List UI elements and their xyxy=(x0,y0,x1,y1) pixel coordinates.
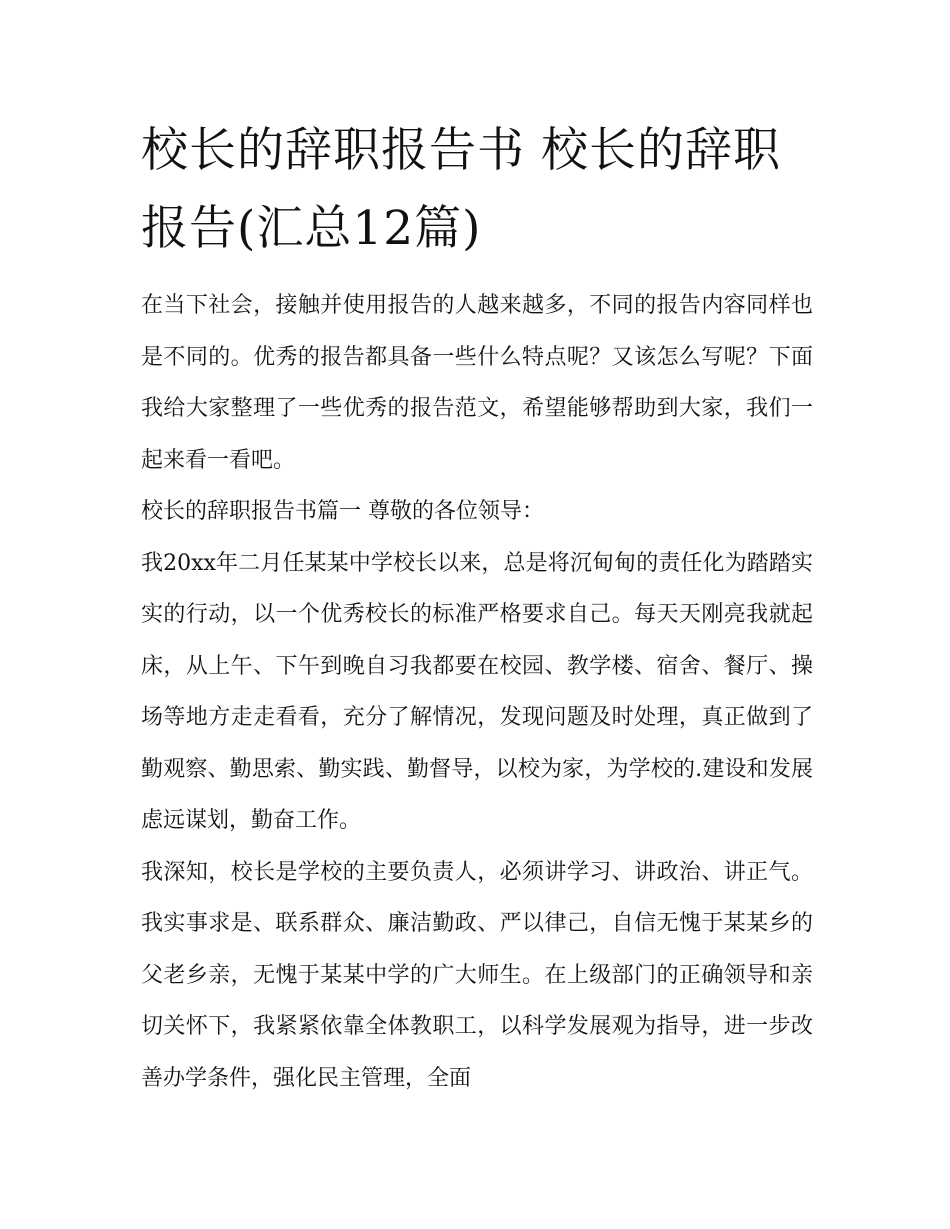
body-paragraph: 我深知，校长是学校的主要负责人，必须讲学习、讲政治、讲正气。我实事求是、联系群众、廉洁勤政、严以律己，自信无愧于某某乡的父老乡亲，无愧于某某中学的广大师生。在上级部门的正确领导和亲切关怀下，我紧紧依靠全体教职工，以科学发展观为指导，进一步改善办学条件，强化民主管理，全面 xyxy=(141,859,813,1091)
document-title: 校长的辞职报告书 校长的辞职报告(汇总12篇) xyxy=(141,123,781,256)
section-heading-paragraph: 校长的辞职报告书篇一 尊敬的各位领导： xyxy=(141,499,544,524)
document-page xyxy=(141,112,813,1104)
body-paragraph: 我20xx年二月任某某中学校长以来，总是将沉甸甸的责任化为踏踏实实的行动，以一个优秀校长的标准严格要求自己。每天天刚亮我就起床，从上午、下午到晚自习我都要在校园、教学楼、宿舍、餐厅、操场等地方走走看看，充分了解情况，发现问题及时处理，真正做到了勤观察、勤思索、勤实践、勤督导，以校为家，为学校的.建设和发展虑远谋划，勤奋工作。 xyxy=(141,550,813,833)
intro-paragraph: 在当下社会，接触并使用报告的人越来越多，不同的报告内容同样也是不同的。优秀的报告都具备一些什么特点呢？又该怎么写呢？下面我给大家整理了一些优秀的报告范文，希望能够帮助到大家，我们一起来看一看吧。 xyxy=(141,293,813,473)
